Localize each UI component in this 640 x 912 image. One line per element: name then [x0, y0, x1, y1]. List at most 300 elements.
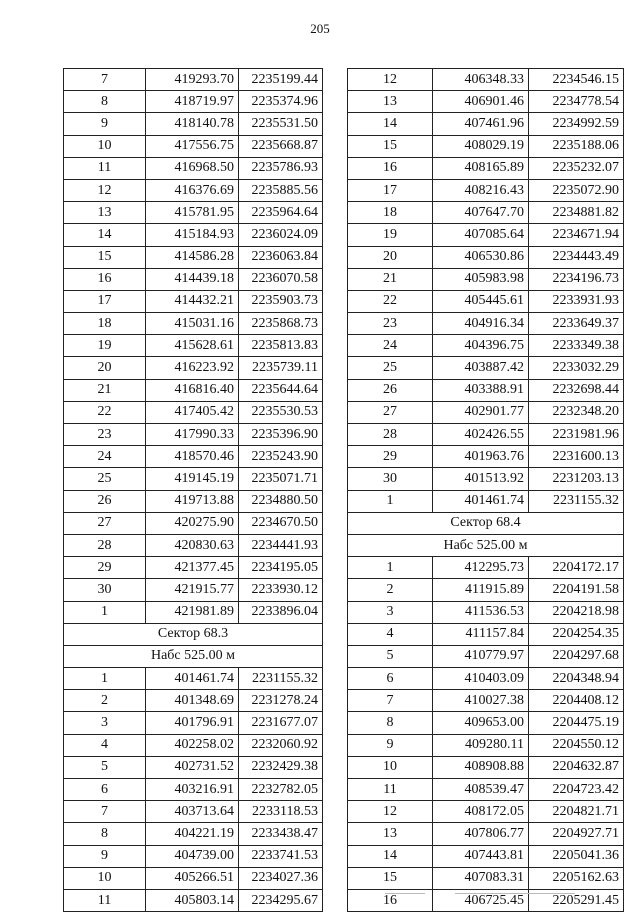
- point-number: 6: [64, 779, 146, 801]
- y-coordinate: 2233118.53: [239, 801, 323, 823]
- point-number: 16: [348, 889, 433, 911]
- y-coordinate: 2235668.87: [239, 135, 323, 157]
- y-coordinate: 2235786.93: [239, 157, 323, 179]
- point-number: 19: [64, 335, 146, 357]
- footer-rule: [385, 893, 425, 894]
- table-row: [64, 202, 323, 224]
- table-row: [348, 335, 624, 357]
- table-row: [348, 91, 624, 113]
- table-row: [348, 823, 624, 845]
- x-coordinate: 402901.77: [433, 401, 529, 423]
- right-sector-header: [348, 512, 624, 556]
- table-row: [64, 889, 323, 911]
- point-number: 21: [64, 379, 146, 401]
- x-coordinate: 417990.33: [146, 424, 239, 446]
- point-number: 19: [348, 224, 433, 246]
- table-row: [64, 401, 323, 423]
- y-coordinate: 2234778.54: [529, 91, 624, 113]
- table-row: [64, 601, 323, 623]
- coordinates-table-right: [347, 68, 624, 912]
- x-coordinate: 406530.86: [433, 246, 529, 268]
- table-row: [348, 424, 624, 446]
- point-number: 8: [64, 91, 146, 113]
- point-number: 14: [348, 845, 433, 867]
- table-row: [64, 446, 323, 468]
- point-number: 3: [64, 712, 146, 734]
- table-row: [64, 801, 323, 823]
- y-coordinate: 2233032.29: [529, 357, 624, 379]
- point-number: 3: [348, 601, 433, 623]
- table-row: [348, 845, 624, 867]
- x-coordinate: 421981.89: [146, 601, 239, 623]
- point-number: 10: [64, 135, 146, 157]
- x-coordinate: 402426.55: [433, 424, 529, 446]
- y-coordinate: 2234196.73: [529, 268, 624, 290]
- y-coordinate: 2232429.38: [239, 756, 323, 778]
- table-row: [348, 712, 624, 734]
- y-coordinate: 2204218.98: [529, 601, 624, 623]
- x-coordinate: 414439.18: [146, 268, 239, 290]
- y-coordinate: 2205041.36: [529, 845, 624, 867]
- table-row: [64, 823, 323, 845]
- y-coordinate: 2233931.93: [529, 290, 624, 312]
- y-coordinate: 2204191.58: [529, 579, 624, 601]
- point-number: 28: [348, 424, 433, 446]
- y-coordinate: 2204475.19: [529, 712, 624, 734]
- x-coordinate: 415781.95: [146, 202, 239, 224]
- y-coordinate: 2232060.92: [239, 734, 323, 756]
- y-coordinate: 2234195.05: [239, 557, 323, 579]
- point-number: 12: [348, 69, 433, 91]
- table-row: [64, 379, 323, 401]
- x-coordinate: 410779.97: [433, 645, 529, 667]
- point-number: 10: [348, 756, 433, 778]
- table-row: [348, 601, 624, 623]
- point-number: 26: [348, 379, 433, 401]
- y-coordinate: 2204927.71: [529, 823, 624, 845]
- table-row: [348, 490, 624, 512]
- table-row: [348, 268, 624, 290]
- x-coordinate: 408029.19: [433, 135, 529, 157]
- x-coordinate: 416223.92: [146, 357, 239, 379]
- footer-rule: [455, 893, 575, 894]
- x-coordinate: 401963.76: [433, 446, 529, 468]
- table-row: [64, 290, 323, 312]
- y-coordinate: 2205162.63: [529, 867, 624, 889]
- point-number: 12: [64, 179, 146, 201]
- table-row: [64, 512, 323, 534]
- x-coordinate: 408165.89: [433, 157, 529, 179]
- x-coordinate: 401513.92: [433, 468, 529, 490]
- table-row: [348, 290, 624, 312]
- table-row: [64, 246, 323, 268]
- y-coordinate: 2234670.50: [239, 512, 323, 534]
- point-number: 11: [64, 889, 146, 911]
- x-coordinate: 417556.75: [146, 135, 239, 157]
- point-number: 14: [348, 113, 433, 135]
- table-row: [348, 690, 624, 712]
- y-coordinate: 2231278.24: [239, 690, 323, 712]
- x-coordinate: 408216.43: [433, 179, 529, 201]
- table-row: [64, 557, 323, 579]
- point-number: 6: [348, 668, 433, 690]
- table-row: [348, 579, 624, 601]
- y-coordinate: 2233741.53: [239, 845, 323, 867]
- x-coordinate: 406901.46: [433, 91, 529, 113]
- point-number: 5: [64, 756, 146, 778]
- sector-title: Сектор 68.4: [348, 512, 624, 534]
- y-coordinate: 2236024.09: [239, 224, 323, 246]
- y-coordinate: 2231203.13: [529, 468, 624, 490]
- point-number: 21: [348, 268, 433, 290]
- table-row: [64, 424, 323, 446]
- y-coordinate: 2204408.12: [529, 690, 624, 712]
- point-number: 22: [64, 401, 146, 423]
- x-coordinate: 405445.61: [433, 290, 529, 312]
- x-coordinate: 420275.90: [146, 512, 239, 534]
- point-number: 29: [64, 557, 146, 579]
- y-coordinate: 2235868.73: [239, 313, 323, 335]
- y-coordinate: 2235644.64: [239, 379, 323, 401]
- x-coordinate: 409280.11: [433, 734, 529, 756]
- x-coordinate: 404916.34: [433, 313, 529, 335]
- x-coordinate: 411157.84: [433, 623, 529, 645]
- coordinates-table-left: [63, 68, 323, 912]
- table-row: [348, 313, 624, 335]
- y-coordinate: 2204723.42: [529, 779, 624, 801]
- x-coordinate: 419713.88: [146, 490, 239, 512]
- point-number: 13: [348, 91, 433, 113]
- table-row: [64, 779, 323, 801]
- x-coordinate: 416968.50: [146, 157, 239, 179]
- y-coordinate: 2234443.49: [529, 246, 624, 268]
- point-number: 30: [64, 579, 146, 601]
- x-coordinate: 407806.77: [433, 823, 529, 845]
- point-number: 29: [348, 446, 433, 468]
- y-coordinate: 2235739.11: [239, 357, 323, 379]
- x-coordinate: 403216.91: [146, 779, 239, 801]
- y-coordinate: 2235813.83: [239, 335, 323, 357]
- x-coordinate: 402258.02: [146, 734, 239, 756]
- y-coordinate: 2233649.37: [529, 313, 624, 335]
- table-row: [348, 468, 624, 490]
- table-row: [348, 801, 624, 823]
- y-coordinate: 2235396.90: [239, 424, 323, 446]
- table-row: [348, 157, 624, 179]
- right-sector-b-rows: [348, 557, 624, 912]
- point-number: 20: [348, 246, 433, 268]
- y-coordinate: 2234992.59: [529, 113, 624, 135]
- page-number: 205: [310, 21, 330, 36]
- right-sector-a-rows: [348, 69, 624, 513]
- point-number: 8: [348, 712, 433, 734]
- point-number: 25: [64, 468, 146, 490]
- x-coordinate: 421377.45: [146, 557, 239, 579]
- point-number: 22: [348, 290, 433, 312]
- point-number: 16: [348, 157, 433, 179]
- x-coordinate: 408539.47: [433, 779, 529, 801]
- point-number: 17: [64, 290, 146, 312]
- x-coordinate: 414432.21: [146, 290, 239, 312]
- y-coordinate: 2235531.50: [239, 113, 323, 135]
- point-number: 17: [348, 179, 433, 201]
- table-row: [348, 246, 624, 268]
- table-row: [64, 579, 323, 601]
- x-coordinate: 407083.31: [433, 867, 529, 889]
- x-coordinate: 410403.09: [433, 668, 529, 690]
- x-coordinate: 403388.91: [433, 379, 529, 401]
- table-row: [64, 113, 323, 135]
- table-row: [64, 712, 323, 734]
- point-number: 16: [64, 268, 146, 290]
- y-coordinate: 2231677.07: [239, 712, 323, 734]
- table-row: [64, 734, 323, 756]
- left-sector-a-rows: [64, 69, 323, 624]
- x-coordinate: 421915.77: [146, 579, 239, 601]
- y-coordinate: 2234027.36: [239, 867, 323, 889]
- x-coordinate: 404221.19: [146, 823, 239, 845]
- y-coordinate: 2234441.93: [239, 534, 323, 556]
- table-row: [348, 357, 624, 379]
- table-row: [348, 69, 624, 91]
- sector-height: Набс 525.00 м: [64, 645, 323, 667]
- x-coordinate: 411536.53: [433, 601, 529, 623]
- table-row: [348, 756, 624, 778]
- table-row: [64, 534, 323, 556]
- x-coordinate: 406725.45: [433, 889, 529, 911]
- x-coordinate: 401796.91: [146, 712, 239, 734]
- table-row: [64, 756, 323, 778]
- point-number: 27: [64, 512, 146, 534]
- point-number: 9: [64, 113, 146, 135]
- table-row: [348, 779, 624, 801]
- y-coordinate: 2204297.68: [529, 645, 624, 667]
- table-row: [64, 490, 323, 512]
- point-number: 7: [348, 690, 433, 712]
- table-row: [64, 468, 323, 490]
- table-row: [348, 202, 624, 224]
- table-row: [348, 379, 624, 401]
- y-coordinate: 2233896.04: [239, 601, 323, 623]
- point-number: 13: [348, 823, 433, 845]
- y-coordinate: 2235374.96: [239, 91, 323, 113]
- table-row: [348, 401, 624, 423]
- point-number: 27: [348, 401, 433, 423]
- y-coordinate: 2205291.45: [529, 889, 624, 911]
- table-row: [348, 113, 624, 135]
- x-coordinate: 418719.97: [146, 91, 239, 113]
- y-coordinate: 2234671.94: [529, 224, 624, 246]
- x-coordinate: 418140.78: [146, 113, 239, 135]
- point-number: 4: [348, 623, 433, 645]
- point-number: 25: [348, 357, 433, 379]
- y-coordinate: 2236070.58: [239, 268, 323, 290]
- x-coordinate: 401348.69: [146, 690, 239, 712]
- point-number: 26: [64, 490, 146, 512]
- x-coordinate: 405803.14: [146, 889, 239, 911]
- x-coordinate: 401461.74: [146, 668, 239, 690]
- y-coordinate: 2235243.90: [239, 446, 323, 468]
- y-coordinate: 2232348.20: [529, 401, 624, 423]
- table-row: [64, 357, 323, 379]
- x-coordinate: 405983.98: [433, 268, 529, 290]
- table-row: [64, 335, 323, 357]
- x-coordinate: 402731.52: [146, 756, 239, 778]
- table-row: [348, 645, 624, 667]
- table-row: [348, 734, 624, 756]
- table-row: [348, 557, 624, 579]
- x-coordinate: 409653.00: [433, 712, 529, 734]
- point-number: 15: [348, 135, 433, 157]
- y-coordinate: 2204348.94: [529, 668, 624, 690]
- x-coordinate: 419145.19: [146, 468, 239, 490]
- y-coordinate: 2234295.67: [239, 889, 323, 911]
- table-row: [64, 224, 323, 246]
- y-coordinate: 2234546.15: [529, 69, 624, 91]
- table-row: [64, 867, 323, 889]
- y-coordinate: 2235072.90: [529, 179, 624, 201]
- table-row: [348, 135, 624, 157]
- point-number: 24: [348, 335, 433, 357]
- point-number: 1: [64, 601, 146, 623]
- point-number: 18: [348, 202, 433, 224]
- y-coordinate: 2231155.32: [239, 668, 323, 690]
- y-coordinate: 2233349.38: [529, 335, 624, 357]
- x-coordinate: 414586.28: [146, 246, 239, 268]
- y-coordinate: 2236063.84: [239, 246, 323, 268]
- x-coordinate: 404396.75: [433, 335, 529, 357]
- point-number: 20: [64, 357, 146, 379]
- point-number: 13: [64, 202, 146, 224]
- point-number: 5: [348, 645, 433, 667]
- y-coordinate: 2235232.07: [529, 157, 624, 179]
- x-coordinate: 416816.40: [146, 379, 239, 401]
- point-number: 9: [64, 845, 146, 867]
- point-number: 1: [64, 668, 146, 690]
- table-row: [348, 668, 624, 690]
- left-sector-header: [64, 623, 323, 667]
- x-coordinate: 419293.70: [146, 69, 239, 91]
- y-coordinate: 2204821.71: [529, 801, 624, 823]
- x-coordinate: 407647.70: [433, 202, 529, 224]
- x-coordinate: 412295.73: [433, 557, 529, 579]
- y-coordinate: 2235885.56: [239, 179, 323, 201]
- point-number: 15: [64, 246, 146, 268]
- point-number: 7: [64, 69, 146, 91]
- x-coordinate: 406348.33: [433, 69, 529, 91]
- y-coordinate: 2234881.82: [529, 202, 624, 224]
- left-sector-b-rows: [64, 668, 323, 912]
- x-coordinate: 411915.89: [433, 579, 529, 601]
- x-coordinate: 407461.96: [433, 113, 529, 135]
- sector-title: Сектор 68.3: [64, 623, 323, 645]
- table-row: [348, 179, 624, 201]
- table-row: [64, 845, 323, 867]
- x-coordinate: 408172.05: [433, 801, 529, 823]
- point-number: 11: [64, 157, 146, 179]
- point-number: 10: [64, 867, 146, 889]
- table-row: [64, 690, 323, 712]
- point-number: 1: [348, 490, 433, 512]
- x-coordinate: 410027.38: [433, 690, 529, 712]
- x-coordinate: 401461.74: [433, 490, 529, 512]
- point-number: 15: [348, 867, 433, 889]
- y-coordinate: 2234880.50: [239, 490, 323, 512]
- x-coordinate: 407443.81: [433, 845, 529, 867]
- table-row: [348, 446, 624, 468]
- x-coordinate: 408908.88: [433, 756, 529, 778]
- x-coordinate: 415031.16: [146, 313, 239, 335]
- point-number: 23: [348, 313, 433, 335]
- y-coordinate: 2233438.47: [239, 823, 323, 845]
- sector-height: Набс 525.00 м: [348, 534, 624, 556]
- y-coordinate: 2235530.53: [239, 401, 323, 423]
- table-row: [64, 69, 323, 91]
- table-row: [64, 179, 323, 201]
- y-coordinate: 2204550.12: [529, 734, 624, 756]
- point-number: 11: [348, 779, 433, 801]
- y-coordinate: 2233930.12: [239, 579, 323, 601]
- y-coordinate: 2204254.35: [529, 623, 624, 645]
- table-row: [64, 135, 323, 157]
- y-coordinate: 2232698.44: [529, 379, 624, 401]
- table-row: [348, 623, 624, 645]
- y-coordinate: 2235903.73: [239, 290, 323, 312]
- y-coordinate: 2235188.06: [529, 135, 624, 157]
- y-coordinate: 2235071.71: [239, 468, 323, 490]
- x-coordinate: 405266.51: [146, 867, 239, 889]
- x-coordinate: 415184.93: [146, 224, 239, 246]
- y-coordinate: 2235199.44: [239, 69, 323, 91]
- point-number: 18: [64, 313, 146, 335]
- table-row: [64, 91, 323, 113]
- x-coordinate: 403887.42: [433, 357, 529, 379]
- table-row: [64, 157, 323, 179]
- x-coordinate: 404739.00: [146, 845, 239, 867]
- y-coordinate: 2231981.96: [529, 424, 624, 446]
- point-number: 23: [64, 424, 146, 446]
- x-coordinate: 407085.64: [433, 224, 529, 246]
- table-row: [64, 313, 323, 335]
- point-number: 2: [348, 579, 433, 601]
- point-number: 24: [64, 446, 146, 468]
- x-coordinate: 417405.42: [146, 401, 239, 423]
- x-coordinate: 416376.69: [146, 179, 239, 201]
- x-coordinate: 403713.64: [146, 801, 239, 823]
- point-number: 1: [348, 557, 433, 579]
- y-coordinate: 2235964.64: [239, 202, 323, 224]
- table-row: [348, 224, 624, 246]
- point-number: 12: [348, 801, 433, 823]
- point-number: 9: [348, 734, 433, 756]
- point-number: 30: [348, 468, 433, 490]
- table-row: [64, 668, 323, 690]
- y-coordinate: 2231155.32: [529, 490, 624, 512]
- y-coordinate: 2232782.05: [239, 779, 323, 801]
- point-number: 4: [64, 734, 146, 756]
- point-number: 28: [64, 534, 146, 556]
- y-coordinate: 2204632.87: [529, 756, 624, 778]
- x-coordinate: 415628.61: [146, 335, 239, 357]
- point-number: 8: [64, 823, 146, 845]
- point-number: 2: [64, 690, 146, 712]
- point-number: 14: [64, 224, 146, 246]
- x-coordinate: 420830.63: [146, 534, 239, 556]
- point-number: 7: [64, 801, 146, 823]
- x-coordinate: 418570.46: [146, 446, 239, 468]
- y-coordinate: 2231600.13: [529, 446, 624, 468]
- table-row: [64, 268, 323, 290]
